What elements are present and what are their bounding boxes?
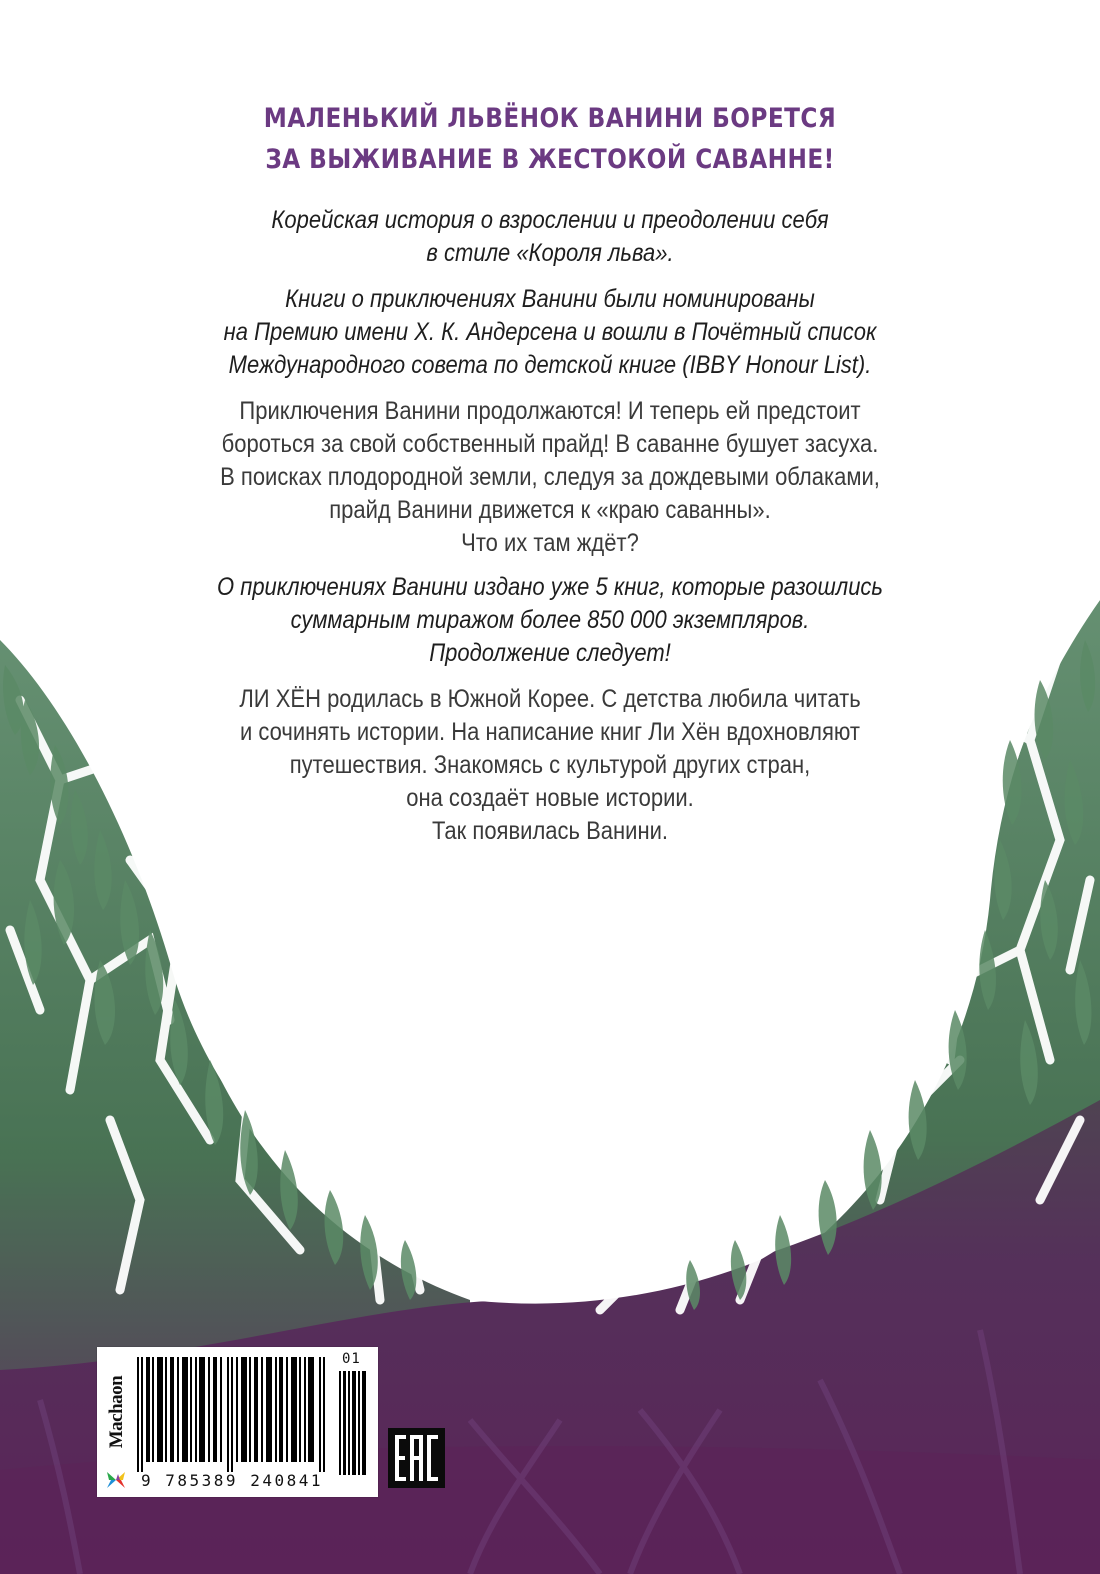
barcode-bars [137, 1357, 327, 1472]
series-info [66, 571, 1034, 670]
headline [77, 98, 1023, 180]
series-info-line: Продолжение следует! [429, 639, 671, 667]
series-info-line: О приключениях Ванини издано уже 5 книг, которые разошлись [216, 573, 884, 601]
eac-icon [393, 1433, 440, 1483]
author-bio-line: она создаёт новые истории. [406, 784, 694, 812]
eac-certification-mark [388, 1428, 445, 1488]
butterfly-icon [106, 1471, 126, 1489]
awards-text [66, 283, 1034, 382]
series-info-line: суммарным тиражом более 850 000 экземпляров. [290, 606, 810, 634]
tagline-line: в стиле «Короля льва». [426, 239, 674, 267]
author-bio-line: Так появилась Ванини. [431, 817, 669, 845]
awards-line: на Премию имени Х. К. Андерсена и вошли в Почётный список [223, 318, 877, 346]
barcode-addon: 01 [342, 1351, 361, 1367]
synopsis-line: прайд Ванини движется к «краю саванны». [329, 496, 771, 524]
synopsis-line: Приключения Ванини продолжаются! И теперь ей предстоит [239, 397, 861, 425]
headline-line: ЗА ВЫЖИВАНИЕ В ЖЕСТОКОЙ САВАННЕ! [265, 144, 835, 175]
tagline-line: Корейская история о взрослении и преодолении себя [271, 206, 829, 234]
isbn-number: 9 785389 240841 [141, 1471, 323, 1490]
author-bio-line: путешествия. Знакомясь с культурой других стран, [289, 751, 811, 779]
synopsis [66, 395, 1034, 560]
publisher-logo [105, 1357, 129, 1467]
author-bio-line: и сочинять истории. На написание книг Ли Хён вдохновляют [240, 718, 860, 746]
author-bio [66, 683, 1034, 848]
synopsis-line: Что их там ждёт? [461, 529, 639, 557]
isbn-barcode-label [97, 1347, 378, 1497]
publisher-name: Machaon [106, 1375, 127, 1449]
tagline [66, 204, 1034, 270]
awards-line: Книги о приключениях Ванини были номинированы [285, 285, 815, 313]
synopsis-line: В поисках плодородной земли, следуя за дождевыми облаками, [220, 463, 880, 491]
headline-line: МАЛЕНЬКИЙ ЛЬВЁНОК ВАНИНИ БОРЕТСЯ [263, 103, 837, 134]
addon-barcode-bars [339, 1371, 367, 1475]
synopsis-line: бороться за свой собственный прайд! В саванне бушует засуха. [221, 430, 879, 458]
awards-line: Международного совета по детской книге (IBBY Honour List). [228, 351, 872, 379]
author-bio-line: ЛИ ХЁН родилась в Южной Корее. С детства любила читать [239, 685, 861, 713]
